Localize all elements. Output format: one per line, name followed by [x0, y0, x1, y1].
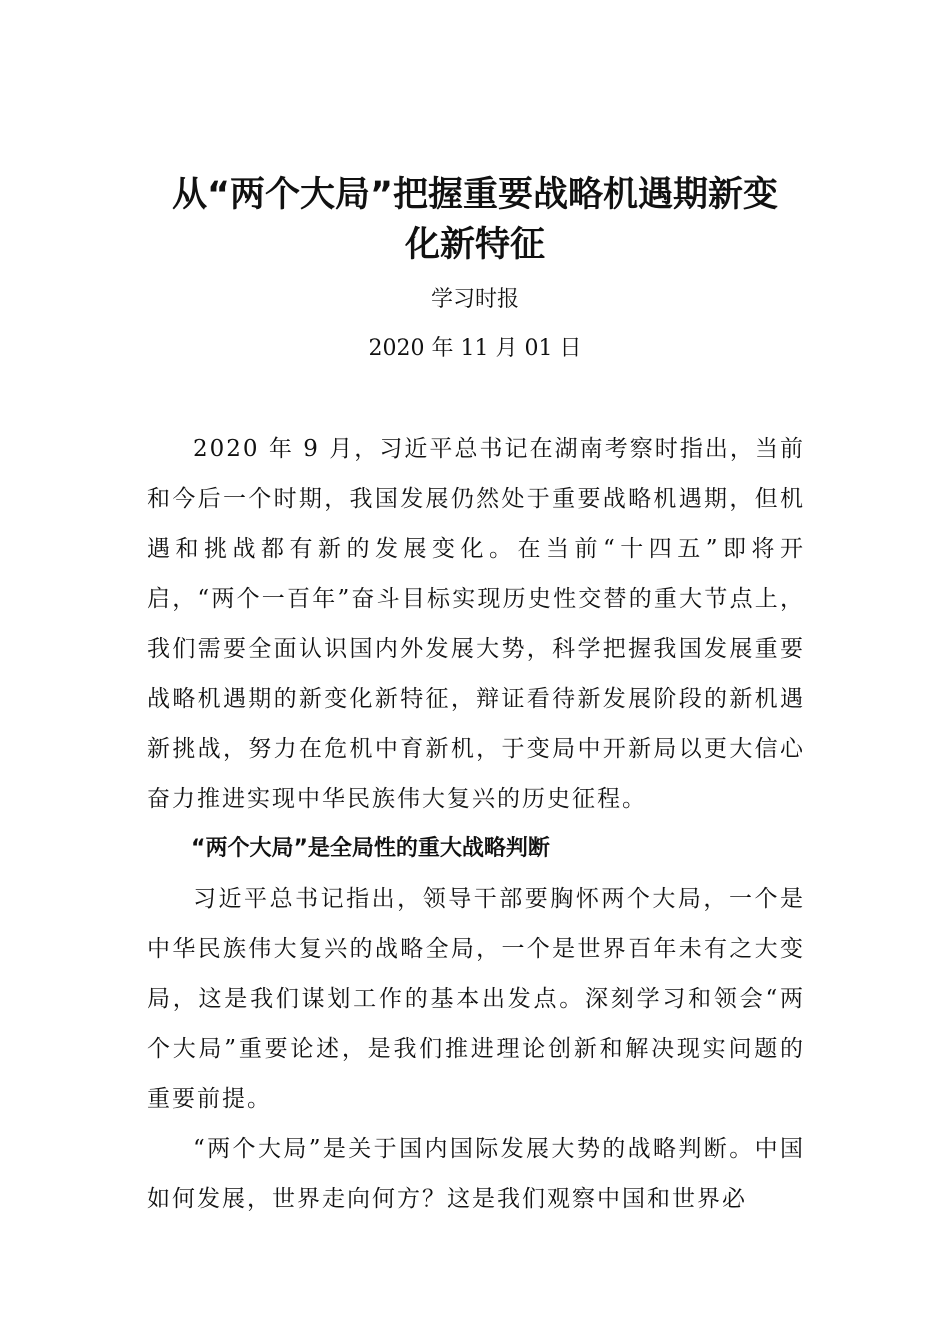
paragraph-2: 习近平总书记指出，领导干部要胸怀两个大局，一个是中华民族伟大复兴的战略全局，一个是世界百年未有之大变局，这是我们谋划工作的基本出发点。深刻学习和领会“两个大局”重要论述，是我们推进理论创新和解决现实问题的重要前提。	[147, 886, 805, 1112]
article-source: 学习时报	[430, 287, 519, 312]
title-line-1: 从“两个大局”把握重要战略机遇期新变	[171, 175, 778, 215]
paragraph-1: 2020 年 9 月，习近平总书记在湖南考察时指出，当前和今后一个时期，我国发展仍然处于重要战略机遇期，但机遇和挑战都有新的发展变化。在当前“十四五”即将开启，“两个一百年”奋斗目标实现历史性交替的重大节点上，我们需要全面认识国内外发展大势，科学把握我国发展重要战略机遇期的新变化新特征，辩证看待新发展阶段的新机遇新挑战，努力在危机中育新机，于变局中开新局以更大信心奋力推进实现中华民族伟大复兴的历史征程。	[147, 436, 805, 812]
article-body	[147, 424, 805, 1224]
article-title	[140, 170, 810, 270]
title-line-2: 化新特征	[404, 225, 545, 265]
section-heading: “两个大局”是全局性的重大战略判断	[191, 836, 550, 861]
article-date: 2020 年 11 月 01 日	[368, 336, 582, 361]
paragraph-3: “两个大局”是关于国内国际发展大势的战略判断。中国如何发展，世界走向何方？这是我们观察中国和世界必	[147, 1136, 805, 1212]
